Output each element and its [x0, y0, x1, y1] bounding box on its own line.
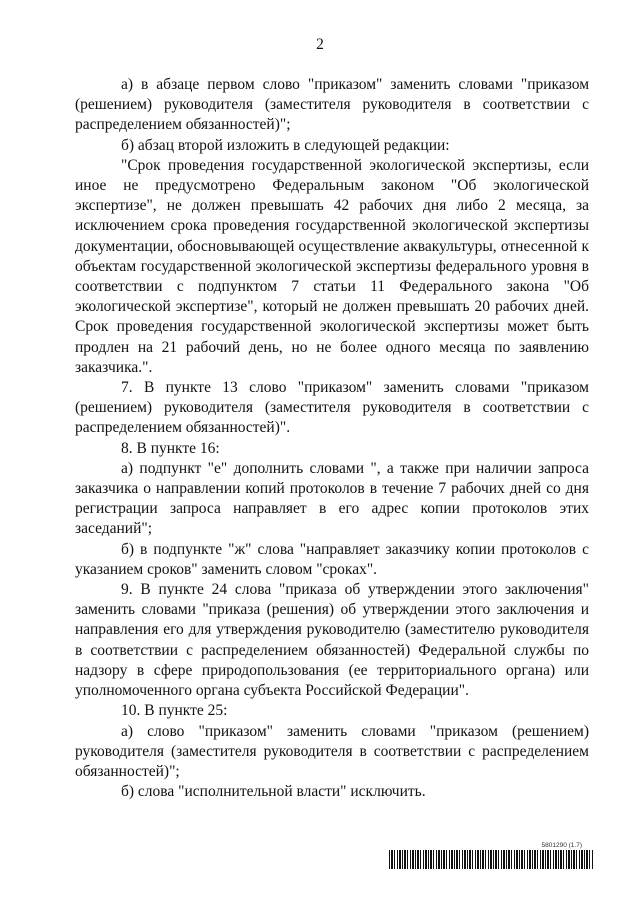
paragraph-8b: б) в подпункте "ж" слова "направляет заказчику копии протоколов с указанием сроков" заменить словом "сроках".: [75, 540, 589, 578]
paragraph-9: 9. В пункте 24 слова "приказа об утверждении этого заключения" заменить словами "приказа (решения) об утверждении этого заключения и направления его для утверждения руководителю (заместителю руководителя в соответствии с распределением обязанностей) Федеральной службы по надзору в сфере природопользования (ее территориального органа) или уполномоченного органа субъекта Российской Федерации".: [75, 581, 589, 700]
barcode: [389, 850, 594, 869]
paragraph-1b: б) абзац второй изложить в следующей редакции:: [121, 136, 450, 154]
paragraph-1b-quote: "Срок проведения государственной экологической экспертизы, если иное не предусмотрено Федеральным законом "Об экологической экспертизе", не должен превышать 42 рабочих дня либо 2 месяца, за исключением срока проведения государственной экологической экспертизы документации, обосновывающей осуществление аквакультуры, отнесенной к объектам государственной экологической экспертизы федерального уровня в соответствии с подпунктом 7 статьи 11 Федерального закона "Об экологической экспертизе", который не должен превышать 20 рабочих дней. Срок проведения государственной экологической экспертизы может быть продлен на 21 рабочий день, но не более одного месяца по заявлению заказчика.".: [75, 156, 589, 376]
paragraph-8: 8. В пункте 16:: [121, 439, 220, 457]
document-code: 5801290 (1.7): [541, 842, 582, 849]
paragraph-1a: а) в абзаце первом слово "приказом" заменить словами "приказом (решением) руководителя (заместителя руководителя в соответствии с распределением обязанностей)";: [75, 76, 589, 134]
page-number: 2: [316, 36, 324, 53]
paragraph-10a: а) слово "приказом" заменить словами "приказом (решением) руководителя (заместителя руководителя в соответствии с распределением обязанностей)";: [75, 722, 589, 780]
paragraph-10: 10. В пункте 25:: [121, 702, 228, 720]
paragraph-7: 7. В пункте 13 слово "приказом" заменить словами "приказом (решением) руководителя (заместителя руководителя в соответствии с распределением обязанностей)".: [75, 379, 589, 437]
paragraph-8a: а) подпункт "е" дополнить словами ", а также при наличии запроса заказчика о направлении копий протоколов в течение 7 рабочих дней со дня регистрации запроса направляет в его адрес копии протоколов этих заседаний";: [75, 459, 589, 538]
document-body: [75, 75, 589, 802]
paragraph-10b: б) слова "исполнительной власти" исключить.: [121, 783, 426, 801]
